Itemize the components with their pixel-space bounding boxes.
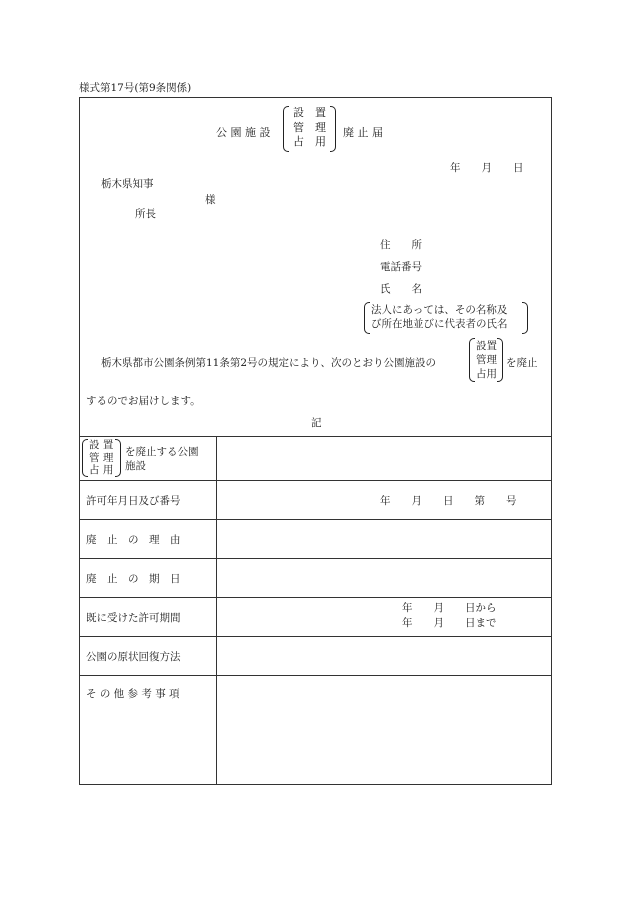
body-option-occupy: 占用 <box>476 368 497 380</box>
title-option-install: 設 置 <box>293 106 326 119</box>
addressee-sama: 様 <box>205 194 216 206</box>
body-text-part2: を廃止 <box>506 357 538 369</box>
address-label: 住 所 <box>380 239 422 251</box>
facility-option-manage: 管 理 <box>89 451 114 464</box>
grid-line <box>79 597 552 598</box>
permit-value: 年 月 日 第 号 <box>380 495 517 507</box>
facility-label-line2: 施設 <box>125 460 146 472</box>
column-divider <box>216 436 217 785</box>
title-suffix: 廃 止 届 <box>343 126 383 139</box>
prior-permit-dates <box>402 601 497 631</box>
facility-option-install: 設 置 <box>89 439 114 451</box>
bracket-left <box>469 338 475 382</box>
grid-line <box>79 436 552 437</box>
body-text-part1: 栃木県都市公園条例第11条第2号の規定により、次のとおり公園施設の <box>101 357 437 369</box>
form-number: 様式第17号(第9条関係) <box>79 82 192 94</box>
corp-note-line1: 法人にあっては、その名称及 <box>371 304 508 316</box>
date-line: 年 月 日 <box>450 162 524 174</box>
phone-label: 電話番号 <box>380 261 422 273</box>
grid-line <box>79 480 552 481</box>
body-options <box>476 339 497 381</box>
facility-label-line1: を廃止する公園 <box>125 446 199 458</box>
corp-note <box>371 303 508 331</box>
bracket-left <box>283 106 289 152</box>
bracket-right <box>330 106 336 152</box>
bracket-right <box>522 302 528 334</box>
bracket-right <box>115 439 121 477</box>
title-options <box>293 106 326 150</box>
title-prefix: 公 園 施 設 <box>216 126 271 139</box>
restore-label: 公園の原状回復方法 <box>86 651 181 663</box>
title-option-occupy: 占 用 <box>293 135 326 148</box>
reason-label: 廃 止 の 理 由 <box>86 534 181 546</box>
bracket-right <box>497 338 503 382</box>
ki-mark: 記 <box>311 417 322 429</box>
bracket-left <box>82 439 88 477</box>
corp-note-line2: び所在地並びに代表者の氏名 <box>371 318 508 330</box>
permit-label: 許可年月日及び番号 <box>86 495 181 507</box>
facility-label <box>125 445 199 473</box>
bracket-left <box>364 302 370 334</box>
grid-line <box>79 519 552 520</box>
body-option-install: 設置 <box>476 340 497 352</box>
title-option-manage: 管 理 <box>293 120 326 134</box>
prior-permit-to: 年 月 日まで <box>402 617 497 629</box>
prior-permit-from: 年 月 日から <box>402 602 497 614</box>
grid-line <box>79 675 552 676</box>
grid-line <box>79 636 552 637</box>
facility-option-occupy: 占 用 <box>89 464 114 476</box>
addressee-director: 所長 <box>135 208 156 220</box>
addressee-governor: 栃木県知事 <box>101 178 154 190</box>
body-option-manage: 管理 <box>476 354 497 366</box>
period-label: 廃 止 の 期 日 <box>86 573 181 585</box>
prior-permit-label: 既に受けた許可期間 <box>86 612 181 624</box>
other-label: そ の 他 参 考 事 項 <box>86 688 180 700</box>
name-label: 氏 名 <box>380 283 422 295</box>
grid-line <box>79 558 552 559</box>
form-frame <box>79 97 552 785</box>
body-text-part3: するのでお届けします。 <box>86 395 201 407</box>
facility-options <box>89 439 113 477</box>
